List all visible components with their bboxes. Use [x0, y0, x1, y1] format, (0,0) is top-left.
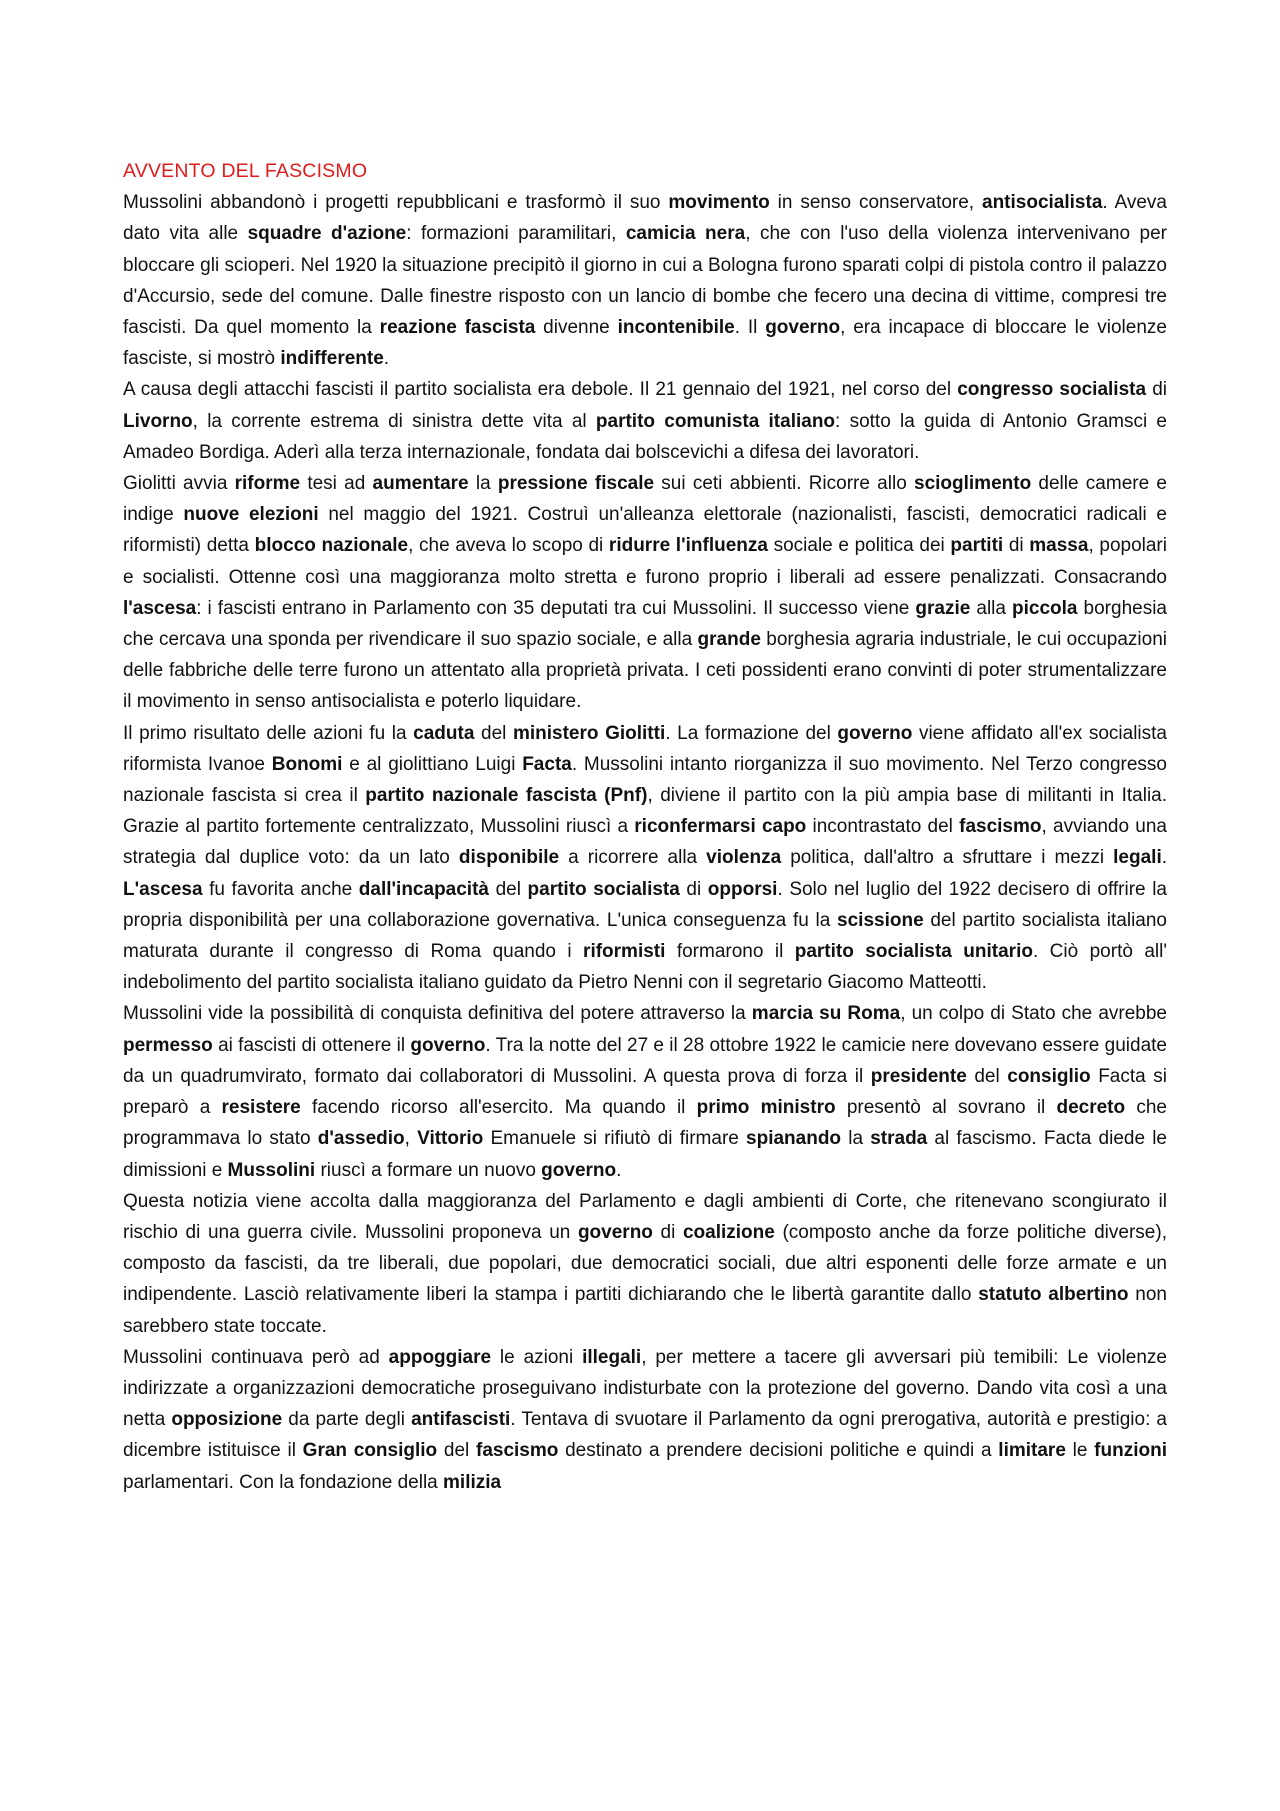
text-run: non sarebbero state toccate.: [123, 1284, 1167, 1337]
bold-text: incontenibile: [617, 317, 735, 339]
bold-text: l'ascesa: [123, 597, 197, 619]
bold-text: governo: [577, 1221, 653, 1243]
bold-text: antisocialista: [982, 192, 1103, 214]
bold-text: marcia su Roma: [751, 1003, 901, 1025]
bold-text: Bonomi: [271, 753, 343, 775]
text-run: . La formazione del: [665, 722, 838, 744]
bold-text: riforme: [234, 473, 301, 495]
text-run: fu favorita anche: [202, 878, 359, 900]
bold-text: governo: [541, 1159, 617, 1181]
bold-text: presidente: [870, 1065, 967, 1087]
bold-text: caduta: [413, 722, 475, 744]
bold-text: piccola: [1012, 597, 1078, 619]
bold-text: Vittorio: [417, 1128, 484, 1150]
text-run: : formazioni paramilitari,: [406, 223, 626, 245]
text-run: . Solo nel luglio del 1922 decisero di offrire la propria disponibilità per una collaborazione governativa. L'unica conseguenza fu la: [123, 878, 1167, 931]
text-run: .: [383, 348, 390, 370]
text-run: alla: [970, 597, 1013, 619]
text-run: .: [616, 1159, 622, 1181]
text-run: le: [1065, 1440, 1095, 1462]
bold-text: strada: [870, 1128, 928, 1150]
bold-text: consiglio: [1007, 1065, 1091, 1087]
text-run: . Tentava di svuotare il Parlamento da ogni prerogativa, autorità e prestigio: a dicembre istituisce il: [123, 1409, 1167, 1462]
text-run: di: [652, 1221, 683, 1243]
paragraph: [123, 187, 1167, 374]
document-page: [123, 156, 1167, 1498]
bold-text: squadre d'azione: [247, 223, 407, 245]
text-run: Mussolini continuava però ad: [123, 1346, 389, 1368]
text-run: sui ceti abbienti. Ricorre allo: [654, 473, 914, 495]
text-run: , per mettere a tacere gli avversari più temibili: Le violenze indirizzate a organizzazioni democratiche proseguivano indisturbate con la protezione del governo. Dando vita così a una netta: [123, 1346, 1167, 1431]
text-run: Giolitti avvia: [123, 473, 235, 495]
text-run: del: [474, 722, 513, 744]
document-body: [123, 187, 1167, 1498]
bold-text: reazione fascista: [379, 317, 536, 339]
text-run: Questa notizia viene accolta dalla maggioranza del Parlamento e dagli ambienti di Corte, che ritenevano scongiurato il rischio di una guerra civile. Mussolini proponeva un: [123, 1190, 1167, 1243]
bold-text: aumentare: [372, 473, 469, 495]
bold-text: grazie: [915, 597, 971, 619]
bold-text: milizia: [443, 1471, 502, 1493]
bold-text: opporsi: [707, 878, 778, 900]
bold-text: appoggiare: [388, 1346, 492, 1368]
paragraph: [123, 374, 1167, 468]
text-run: del partito socialista italiano maturata durante il congresso di Roma quando i: [123, 909, 1167, 963]
bold-text: riformisti: [583, 941, 666, 963]
text-run: di: [679, 878, 708, 900]
bold-text: camicia nera: [625, 223, 746, 245]
text-run: . Mussolini intanto riorganizza il suo movimento. Nel Terzo congresso nazionale fascista si crea il: [123, 753, 1167, 807]
bold-text: blocco nazionale: [254, 535, 409, 557]
bold-text: decreto: [1056, 1097, 1126, 1119]
text-run: parlamentari. Con la fondazione della: [123, 1471, 444, 1493]
bold-text: antifascisti: [411, 1409, 511, 1431]
bold-text: riconfermarsi capo: [634, 816, 807, 838]
text-run: Mussolini abbandonò i progetti repubblicani e trasformò il suo: [123, 192, 669, 214]
text-run: del: [437, 1440, 476, 1462]
bold-text: disponibile: [458, 847, 560, 869]
text-run: , avviando una strategia dal duplice voto: da un lato: [123, 816, 1167, 869]
bold-text: legali: [1113, 847, 1162, 869]
text-run: sociale e politica dei: [767, 535, 951, 557]
bold-text: scioglimento: [914, 473, 1032, 495]
bold-text: governo: [765, 317, 841, 339]
text-run: .: [1161, 847, 1167, 869]
text-run: di: [1003, 535, 1030, 557]
text-run: (composto anche da forze politiche diverse), composto da fascisti, da tre liberali, due popolari, due democratici sociali, due altri esponenti delle forze armate e un indipendente. Lasciò relativamente liberi la stampa i partiti dichiarando che le libertà garantite dallo: [123, 1221, 1167, 1306]
bold-text: governo: [410, 1034, 486, 1056]
text-run: Emanuele si rifiutò di firmare: [483, 1128, 747, 1150]
bold-text: permesso: [123, 1034, 213, 1056]
text-run: ,: [404, 1128, 418, 1150]
bold-text: ridurre l'influenza: [608, 535, 768, 557]
bold-text: L'ascesa: [123, 878, 203, 900]
bold-text: d'assedio: [317, 1128, 405, 1150]
bold-text: nuove elezioni: [183, 504, 319, 526]
text-run: del: [488, 878, 528, 900]
text-run: , diviene il partito con la più ampia base di militanti in Italia. Grazie al partito fortemente centralizzato, Mussolini riuscì a: [123, 785, 1168, 838]
text-run: le azioni: [491, 1346, 583, 1368]
text-run: , la corrente estrema di sinistra dette vita al: [192, 410, 596, 432]
bold-text: partito nazionale fascista (Pnf): [365, 785, 648, 807]
text-run: A causa degli attacchi fascisti il partito socialista era debole. Il 21 gennaio del 1921, nel corso del: [123, 379, 958, 401]
bold-text: scissione: [837, 909, 924, 931]
paragraph: [123, 998, 1167, 1185]
bold-text: illegali: [582, 1346, 642, 1368]
bold-text: Facta: [522, 753, 572, 775]
bold-text: pressione fiscale: [497, 473, 655, 495]
text-run: presentò al sovrano il: [835, 1097, 1057, 1119]
text-run: : sotto la guida di Antonio Gramsci e Amadeo Bordiga. Aderì alla terza internazionale, fondata dai bolscevichi a difesa dei lavoratori.: [123, 410, 1168, 463]
paragraph: [123, 468, 1167, 718]
paragraph: [123, 718, 1167, 999]
bold-text: primo ministro: [696, 1097, 836, 1119]
text-run: viene affidato all'ex socialista riformista Ivanoe: [123, 722, 1168, 775]
document-title: AVVENTO DEL FASCISMO: [123, 160, 368, 182]
bold-text: dall'incapacità: [358, 878, 489, 900]
bold-text: massa: [1029, 535, 1089, 557]
text-run: la: [841, 1128, 871, 1150]
text-run: . Ciò portò all' indebolimento del partito socialista italiano guidato da Pietro Nenni con il segretario Giacomo Matteotti.: [123, 941, 1167, 994]
paragraph: [123, 1186, 1167, 1342]
bold-text: ministero Giolitti: [512, 722, 666, 744]
paragraph: [123, 1342, 1167, 1498]
text-run: , popolari e socialisti. Ottenne così una maggioranza molto stretta e furono proprio i liberali ad essere penalizzati. Consacrando: [123, 535, 1167, 588]
text-run: , che aveva lo scopo di: [408, 535, 609, 557]
bold-text: resistere: [221, 1097, 301, 1119]
bold-text: partiti: [950, 535, 1004, 557]
bold-text: opposizione: [171, 1409, 283, 1431]
text-run: di: [1146, 379, 1167, 401]
text-run: politica, dall'altro a sfruttare i mezzi: [781, 847, 1114, 869]
bold-text: partito comunista italiano: [595, 410, 836, 432]
text-run: facendo ricorso all'esercito. Ma quando il: [300, 1097, 697, 1119]
text-run: Facta si preparò a: [123, 1065, 1167, 1119]
text-run: ai fascisti di ottenere il: [212, 1034, 411, 1056]
text-run: la: [468, 473, 498, 495]
text-run: che programmava lo stato: [123, 1097, 1167, 1150]
text-run: : i fascisti entrano in Parlamento con 35 deputati tra cui Mussolini. Il successo viene: [196, 597, 916, 619]
text-run: del: [966, 1065, 1008, 1087]
text-run: a ricorrere alla: [559, 847, 707, 869]
text-run: , era incapace di bloccare le violenze fasciste, si mostrò: [123, 317, 1167, 370]
bold-text: Gran consiglio: [302, 1440, 438, 1462]
text-run: , un colpo di Stato che avrebbe: [900, 1003, 1167, 1025]
bold-text: fascismo: [959, 816, 1042, 838]
text-run: riuscì a formare un nuovo: [315, 1159, 542, 1181]
bold-text: movimento: [668, 192, 770, 214]
bold-text: Livorno: [123, 410, 193, 432]
bold-text: spianando: [746, 1128, 842, 1150]
text-run: nel maggio del 1921. Costruì un'alleanza elettorale (nazionalisti, fascisti, democratici radicali e riformisti) detta: [123, 504, 1167, 557]
bold-text: statuto albertino: [978, 1284, 1129, 1306]
text-run: formarono il: [665, 941, 795, 963]
bold-text: Mussolini: [227, 1159, 316, 1181]
text-run: al fascismo. Facta diede le dimissioni e: [123, 1128, 1167, 1181]
bold-text: indifferente: [280, 348, 384, 370]
bold-text: coalizione: [682, 1221, 775, 1243]
text-run: . Il: [734, 317, 766, 339]
text-run: da parte degli: [282, 1409, 412, 1431]
text-run: borghesia agraria industriale, le cui occupazioni delle fabbriche delle terre furono un attentato alla proprietà privata. I ceti possidenti erano convinti di poter strumentalizzare il movimento in senso antisocialista e poterlo liquidare.: [123, 629, 1167, 713]
text-run: e al giolittiano Luigi: [342, 753, 523, 775]
text-run: tesi ad: [300, 473, 373, 495]
text-run: Il primo risultato delle azioni fu la: [123, 722, 414, 744]
text-run: . Tra la notte del 27 e il 28 ottobre 1922 le camicie nere dovevano essere guidate da un quadrumvirato, formato dai collaboratori di Mussolini. A questa prova di forza il: [123, 1034, 1167, 1087]
text-run: delle camere e indige: [123, 473, 1167, 526]
bold-text: violenza: [706, 847, 782, 869]
bold-text: partito socialista unitario: [794, 941, 1033, 963]
bold-text: governo: [837, 722, 913, 744]
bold-text: fascismo: [476, 1440, 559, 1462]
bold-text: grande: [697, 629, 761, 651]
text-run: , che con l'uso della violenza intervenivano per bloccare gli scioperi. Nel 1920 la situazione precipitò il giorno in cui a Bologna furono sparati colpi di pistola contro il palazzo d'Accursio, sede del comune. Dalle finestre risposto con un lancio di bombe che fecero una decina di vittime, compresi tre fascisti. Da quel momento la: [123, 223, 1167, 339]
text-run: borghesia che cercava una sponda per rivendicare il suo spazio sociale, e alla: [123, 597, 1168, 651]
text-run: destinato a prendere decisioni politiche e quindi a: [558, 1440, 999, 1462]
text-run: divenne: [535, 317, 618, 339]
bold-text: funzioni: [1094, 1440, 1167, 1462]
text-run: in senso conservatore,: [769, 192, 982, 214]
text-run: . Aveva dato vita alle: [123, 192, 1167, 245]
bold-text: partito socialista: [527, 878, 680, 900]
text-run: incontrastato del: [806, 816, 960, 838]
text-run: Mussolini vide la possibilità di conquista definitiva del potere attraverso la: [123, 1003, 752, 1025]
bold-text: limitare: [998, 1440, 1066, 1462]
bold-text: congresso socialista: [957, 379, 1147, 401]
